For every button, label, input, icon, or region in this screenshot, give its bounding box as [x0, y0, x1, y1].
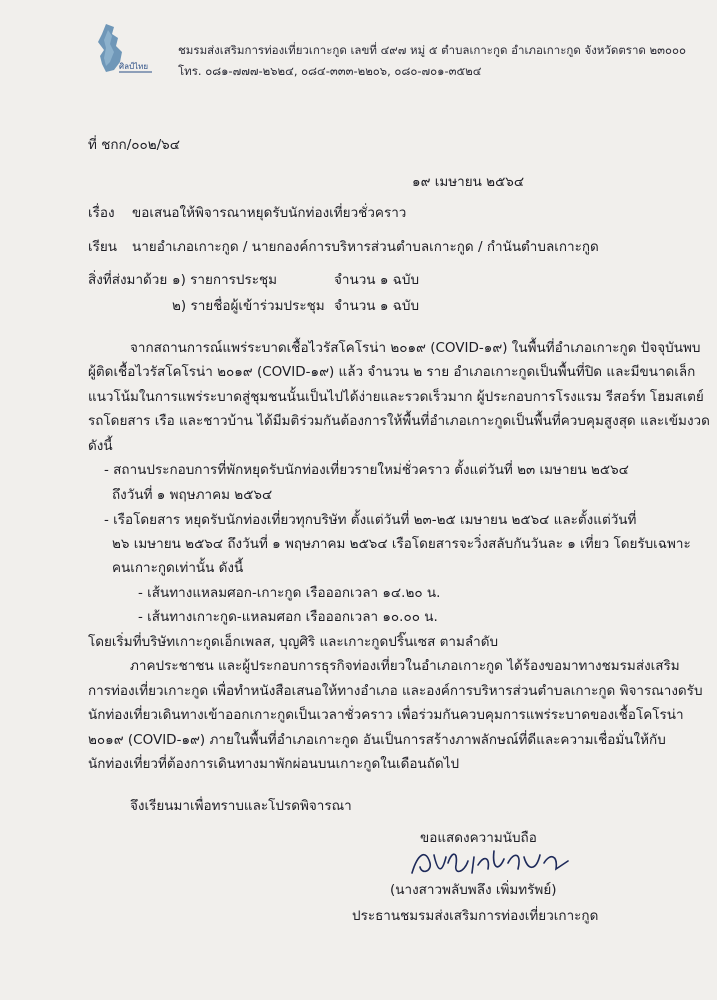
body-line: ถึงวันที่ ๑ พฤษภาคม ๒๕๖๔ [112, 487, 273, 503]
letterhead-address: ชมรมส่งเสริมการท่องเที่ยวเกาะกูด เลขที่ ๔๙๗ หมู่ ๕ ตำบลเกาะกูด อำเภอเกาะกูด จังหวัดตราด ๒๓๐๐๐ [178, 43, 687, 57]
signer-title: ประธานชมรมส่งเสริมการท่องเที่ยวเกาะกูด [352, 908, 599, 924]
signer-name: (นางสาวพลับพลึง เพิ่มทรัพย์) [390, 882, 557, 898]
body-line: นักท่องเที่ยวเดินทางเข้าออกเกาะกูดเป็นเวลาชั่วคราว เพื่อร่วมกันควบคุมการแพร่ระบาดของเชื้อโคโรน่า [88, 707, 684, 723]
enclosure-item: ๑) รายการประชุม [172, 272, 278, 288]
recipient-text: นายอำเภอเกาะกูด / นายกองค์การบริหารส่วนตำบลเกาะกูด / กำนันตำบลเกาะกูด [132, 239, 599, 255]
subject-label: เรื่อง [88, 205, 115, 221]
recipient-label: เรียน [88, 239, 118, 255]
body-line: โดยเริ่มที่บริษัทเกาะกูดเอ็กเพลส, บุญศิริ และเกาะกูดปริ๊นเซส ตามลำดับ [88, 634, 499, 650]
enclosure-item: ๒) รายชื่อผู้เข้าร่วมประชุม [172, 298, 325, 314]
closing-line: จึงเรียนมาเพื่อทราบและโปรดพิจารณา [130, 798, 352, 814]
body-line: ดังนี้ [88, 438, 113, 454]
body-line: นักท่องเที่ยวที่ต้องการเดินทางมาพักผ่อนบนเกาะกูดในเดือนถัดไป [88, 756, 460, 772]
body-line: ๒๖ เมษายน ๒๕๖๔ ถึงวันที่ ๑ พฤษภาคม ๒๕๖๔ เรือโดยสารจะวิ่งสลับกันวันละ ๑ เที่ยว โดยรับเฉพาะ [112, 536, 691, 552]
club-logo [92, 22, 170, 74]
body-line: ผู้ติดเชื้อไวรัสโคโรน่า ๒๐๑๙ (COVID-๑๙) แล้ว จำนวน ๒ ราย อำเภอเกาะกูดเป็นพื้นที่ปิด และมีขนาดเล็ก [88, 364, 696, 380]
body-line: - เส้นทางเกาะกูด-แหลมศอก เรือออกเวลา ๑๐.๐๐ น. [138, 609, 438, 625]
subject-text: ขอเสนอให้พิจารณาหยุดรับนักท่องเที่ยวชั่วคราว [132, 205, 407, 221]
letterhead-phone: โทร. ๐๘๑-๗๗๗-๒๖๒๔, ๐๘๔-๓๓๓-๒๒๐๖, ๐๘๐-๗๐๑-๓๕๒๔ [178, 64, 482, 78]
letter-date: ๑๙ เมษายน ๒๕๖๔ [412, 174, 525, 190]
enclosure-qty: จำนวน ๑ ฉบับ [334, 272, 420, 288]
body-line: - เส้นทางแหลมศอก-เกาะกูด เรือออกเวลา ๑๔.๒๐ น. [138, 585, 441, 601]
enclosure-qty: จำนวน ๑ ฉบับ [334, 298, 420, 314]
body-line: - สถานประกอบการที่พักหยุดรับนักท่องเที่ยวรายใหม่ชั่วคราว ตั้งแต่วันที่ ๒๓ เมษายน ๒๕๖๔ [104, 462, 629, 478]
letterhead [178, 40, 686, 82]
body-line: - เรือโดยสาร หยุดรับนักท่องเที่ยวทุกบริษัท ตั้งแต่วันที่ ๒๓-๒๕ เมษายน ๒๕๖๔ และตั้งแต่วันที่ [104, 512, 637, 528]
handwritten-signature [408, 843, 578, 883]
body-line: การท่องเที่ยวเกาะกูด เพื่อทำหนังสือเสนอให้ทางอำเภอ และองค์การบริหารส่วนตำบลเกาะกูด พิจารณางดรับ [88, 683, 703, 699]
body-line: แนวโน้มในการแพร่ระบาดสู่ชุมชนนั้นเป็นไปได้ง่ายและรวดเร็วมาก ผู้ประกอบการโรงแรม รีสอร์ท โฮมสเตย์ [88, 389, 704, 405]
body-line: ภาคประชาชน และผู้ประกอบการธุรกิจท่องเที่ยวในอำเภอเกาะกูด ได้ร้องขอมาทางชมรมส่งเสริม [130, 658, 680, 674]
body-line: คนเกาะกูดเท่านั้น ดังนี้ [112, 560, 244, 576]
reference-number: ที่ ชกก/๐๐๒/๖๔ [88, 137, 180, 153]
enclosure-label: สิ่งที่ส่งมาด้วย [88, 272, 168, 288]
sign-off: ขอแสดงความนับถือ [420, 830, 537, 846]
body-line: รถโดยสาร เรือ และชาวบ้าน ได้มีมติร่วมกันต้องการให้พื้นที่อำเภอเกาะกูดเป็นพื้นที่ควบคุมสูงสุด และเข้มงวด [88, 413, 710, 429]
body-line: ๒๐๑๙ (COVID-๑๙) ภายในพื้นที่อำเภอเกาะกูด อันเป็นการสร้างภาพลักษณ์ที่ดีและความเชื่อมั่นให้กับ [88, 732, 666, 748]
body-line: จากสถานการณ์แพร่ระบาดเชื้อไวรัสโคโรน่า ๒๐๑๙ (COVID-๑๙) ในพื้นที่อำเภอเกาะกูด ปัจจุบันพบ [130, 340, 701, 356]
logo-text: ศิลป์ไทย [119, 62, 149, 71]
